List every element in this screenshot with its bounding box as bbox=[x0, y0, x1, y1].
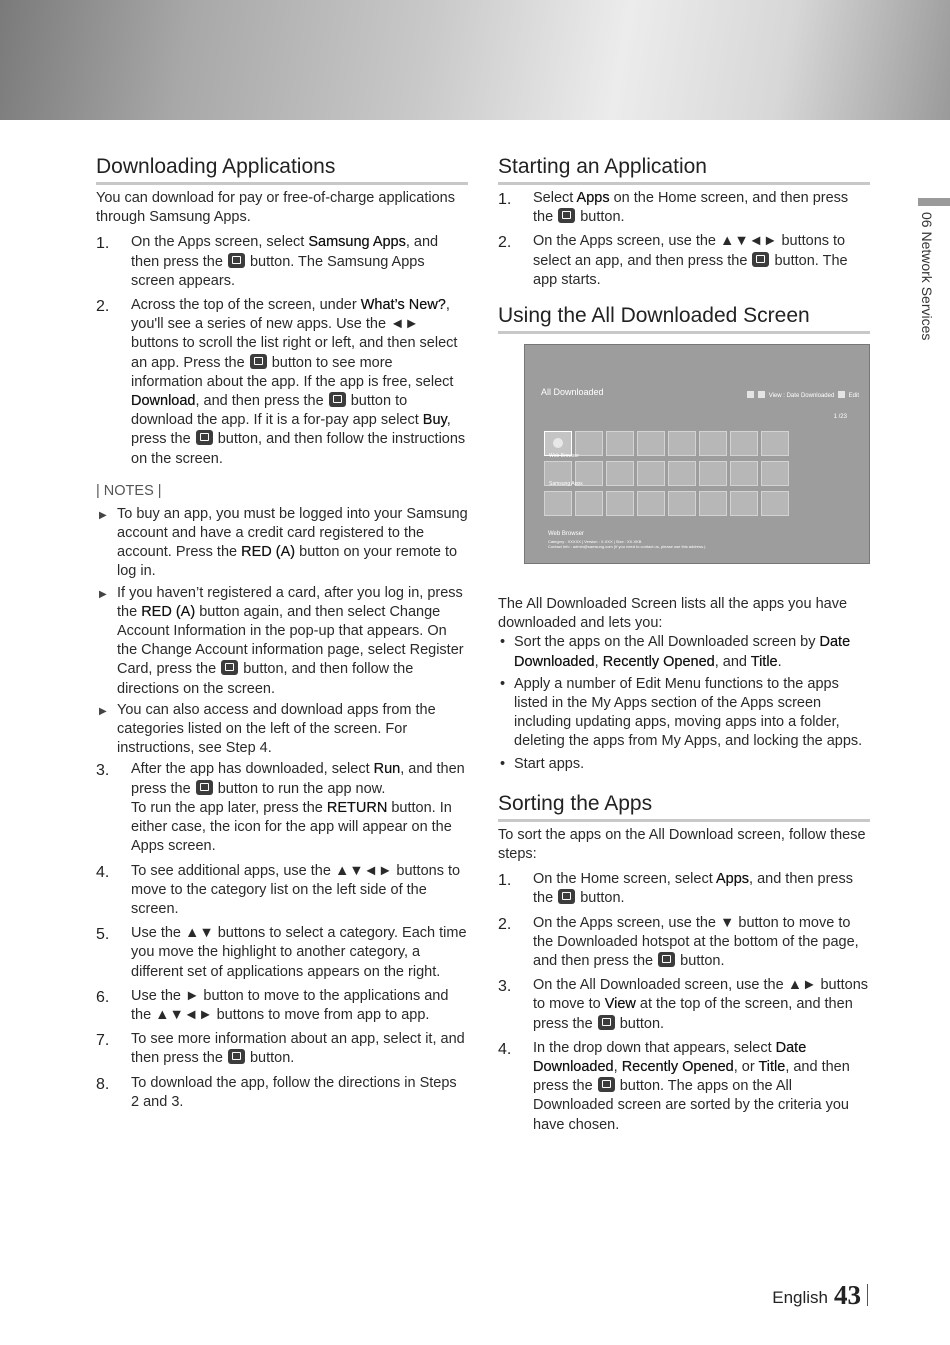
app-tile bbox=[668, 431, 696, 456]
app-tile-grid bbox=[544, 431, 792, 521]
step-item bbox=[498, 976, 870, 1034]
steps-list-start bbox=[498, 189, 870, 290]
app-tile bbox=[730, 461, 758, 486]
step-item bbox=[96, 760, 468, 856]
step-item bbox=[96, 924, 468, 982]
app-tile bbox=[761, 461, 789, 486]
app-tile bbox=[637, 461, 665, 486]
enter-button-icon bbox=[558, 889, 575, 904]
step-number: 7. bbox=[96, 1032, 110, 1050]
footer-language: English bbox=[772, 1288, 828, 1307]
item-text: On the Apps screen, use the ▲▼◄► buttons to select an app, and then press the button. The app starts. bbox=[533, 233, 848, 288]
tile-row bbox=[544, 431, 792, 456]
note-arrow-icon: ▶ bbox=[99, 509, 107, 521]
note-item bbox=[96, 505, 468, 582]
right-column bbox=[498, 155, 870, 1140]
note-arrow-icon: ▶ bbox=[99, 588, 107, 600]
step-number: 3. bbox=[498, 978, 512, 996]
bullet-item bbox=[498, 633, 870, 671]
item-text: Sort the apps on the All Downloaded screen by Date Downloaded, Recently Opened, and Title. bbox=[514, 634, 851, 670]
step-item bbox=[498, 1039, 870, 1135]
step-item bbox=[498, 189, 870, 227]
app-tile bbox=[637, 431, 665, 456]
app-tile bbox=[575, 491, 603, 516]
item-text: On the Apps screen, use the ▼ button to move to the Downloaded hotspot at the bottom of the page, and then press the button. bbox=[533, 914, 859, 970]
item-text: If you haven’t registered a card, after you log in, press the RED (A) button again, and then select Change Account Information in the pop-up that appears. On the Change Account information page, select Register Card, press the button, and then follow the directions on the screen. bbox=[117, 584, 464, 697]
edit-label: Edit bbox=[848, 393, 859, 400]
chapter-tab-label: 06 Network Services bbox=[919, 212, 935, 341]
app-tile bbox=[699, 491, 727, 516]
user-icon bbox=[747, 391, 754, 398]
step-number: 2. bbox=[498, 915, 512, 933]
bullet-dot-icon: • bbox=[500, 755, 506, 772]
all-downloaded-caption: The All Downloaded Screen lists all the apps you have downloaded and lets you: bbox=[498, 596, 848, 632]
chapter-tab-marker bbox=[918, 198, 950, 206]
app-tile bbox=[544, 491, 572, 516]
item-text: Select Apps on the Home screen, and then press the button. bbox=[533, 190, 849, 226]
enter-button-icon bbox=[658, 952, 675, 967]
enter-button-icon bbox=[221, 660, 238, 675]
step-number: 1. bbox=[498, 872, 512, 890]
tile-row bbox=[544, 491, 792, 516]
enter-button-icon bbox=[196, 430, 213, 445]
step-item bbox=[96, 233, 468, 291]
app-tile bbox=[730, 491, 758, 516]
app-tile bbox=[699, 431, 727, 456]
step-number: 3. bbox=[96, 762, 110, 780]
enter-button-icon bbox=[250, 354, 267, 369]
screenshot-view-controls bbox=[745, 391, 859, 399]
item-text: Use the ▲▼ buttons to select a category. Each time you move the highlight to another category, a different set of applications appears on the right. bbox=[131, 925, 467, 980]
step-number: 2. bbox=[498, 234, 512, 252]
step-item bbox=[96, 1030, 468, 1068]
item-text: On the Apps screen, select Samsung Apps, and then press the button. The Samsung Apps screen appears. bbox=[131, 234, 439, 289]
item-text: To see more information about an app, select it, and then press the button. bbox=[131, 1031, 465, 1067]
step-item bbox=[498, 914, 870, 972]
enter-button-icon bbox=[752, 252, 769, 267]
step-item bbox=[498, 232, 870, 290]
enter-button-icon bbox=[558, 208, 575, 223]
view-label: View : Date Downloaded bbox=[768, 393, 835, 400]
footer-divider bbox=[867, 1284, 868, 1306]
step-item bbox=[96, 1074, 468, 1112]
bullet-item bbox=[498, 755, 870, 774]
app-tile bbox=[761, 491, 789, 516]
item-text: On the All Downloaded screen, use the ▲► buttons to move to View at the top of the screen, and then press the button. bbox=[533, 977, 869, 1032]
app-tile bbox=[575, 431, 603, 456]
enter-button-icon bbox=[329, 392, 346, 407]
screenshot-info-title: Web Browser bbox=[548, 531, 584, 538]
bullet-dot-icon: • bbox=[500, 675, 506, 692]
item-text: Across the top of the screen, under What’s New?, you'll see a series of new apps. Use the ◄► buttons to scroll the list right or left, and then select an app. Press the button to see more information about the app. If the app is free, select Download, and then press the button to download the app. If it is a for-pay app select Buy, press the button, and then follow the instructions on the screen. bbox=[131, 297, 466, 467]
intro-text: You can download for pay or free-of-charge applications through Samsung Apps. bbox=[96, 190, 455, 226]
enter-button-icon bbox=[598, 1015, 615, 1030]
bullet-dot-icon: • bbox=[500, 634, 506, 651]
app-tile bbox=[699, 461, 727, 486]
step-item bbox=[96, 987, 468, 1025]
item-text: To see additional apps, use the ▲▼◄► buttons to move to the category list on the left side of the screen. bbox=[131, 862, 461, 917]
app-tile bbox=[668, 461, 696, 486]
item-text: To buy an app, you must be logged into your Samsung account and have a credit card registered to the account. Press the RED (A) button on your remote to log in. bbox=[117, 505, 468, 580]
item-text: Use the ► button to move to the applications and the ▲▼◄► buttons to move from app to app. bbox=[131, 987, 449, 1023]
step-number: 6. bbox=[96, 988, 110, 1006]
app-tile bbox=[637, 491, 665, 516]
note-item bbox=[96, 584, 468, 699]
app-tile bbox=[730, 431, 758, 456]
view-icon bbox=[758, 391, 765, 398]
app-tile bbox=[668, 491, 696, 516]
notes-list bbox=[96, 505, 468, 759]
bullet-item bbox=[498, 675, 870, 752]
steps-list-b bbox=[96, 760, 468, 1111]
step-number: 1. bbox=[96, 235, 110, 253]
edit-icon bbox=[838, 391, 845, 398]
sorting-intro: To sort the apps on the All Download screen, follow these steps: bbox=[498, 826, 866, 863]
enter-button-icon bbox=[228, 253, 245, 268]
step-number: 8. bbox=[96, 1075, 110, 1093]
page-footer bbox=[772, 1280, 868, 1311]
item-text: Start apps. bbox=[514, 755, 585, 772]
enter-button-icon bbox=[196, 780, 213, 795]
app-tile bbox=[606, 491, 634, 516]
step-number: 4. bbox=[498, 1040, 512, 1058]
feature-bullets bbox=[498, 633, 870, 773]
notes-heading: | NOTES | bbox=[96, 482, 162, 499]
tile-label-web-browser: Web Browser bbox=[549, 453, 579, 460]
app-tile bbox=[606, 431, 634, 456]
header-banner bbox=[0, 0, 950, 120]
tile-label-samsung-apps: Samsung Apps bbox=[549, 481, 583, 488]
section-title-downloading: Downloading Applications bbox=[96, 155, 468, 185]
enter-button-icon bbox=[598, 1077, 615, 1092]
step-number: 2. bbox=[96, 298, 110, 316]
screenshot-info-line1: Category : XXXXX | Version : X.XXX | Size : XX.XKB bbox=[548, 539, 642, 545]
all-downloaded-screenshot bbox=[524, 344, 870, 564]
item-text: Apply a number of Edit Menu functions to the apps listed in the My Apps section of the Apps screen including updating apps, moving apps into a folder, deleting the apps from My Apps, and locking the apps. bbox=[514, 675, 863, 750]
item-text: To download the app, follow the directions in Steps 2 and 3. bbox=[131, 1074, 457, 1110]
left-column bbox=[96, 155, 468, 1117]
section-title-sorting: Sorting the Apps bbox=[498, 792, 870, 822]
step-item bbox=[96, 296, 468, 469]
step-number: 4. bbox=[96, 863, 110, 881]
item-text: On the Home screen, select Apps, and then press the button. bbox=[533, 871, 854, 907]
app-tile bbox=[606, 461, 634, 486]
screenshot-page-indicator: 1 /23 bbox=[833, 414, 847, 421]
step-number: 5. bbox=[96, 926, 110, 944]
step-number: 1. bbox=[498, 191, 512, 208]
item-text: After the app has downloaded, select Run, and then press the button to run the app now. To run the app later, press the RETURN button. In either case, the icon for the app will appear on the Apps screen. bbox=[131, 761, 465, 855]
note-arrow-icon: ▶ bbox=[99, 705, 107, 717]
screenshot-header: All Downloaded bbox=[541, 387, 604, 398]
step-item bbox=[498, 870, 870, 908]
enter-button-icon bbox=[228, 1049, 245, 1064]
note-item bbox=[96, 701, 468, 759]
section-title-starting: Starting an Application bbox=[498, 155, 870, 185]
section-title-all-downloaded: Using the All Downloaded Screen bbox=[498, 304, 870, 334]
screenshot-info-line2: Contact Info : admin@samsung.com (If you need to contact us, please use this address.) bbox=[548, 544, 706, 550]
item-text: You can also access and download apps from the categories listed on the left of the screen. For instructions, see Step 4. bbox=[117, 701, 436, 757]
step-item bbox=[96, 862, 468, 920]
steps-list-sort bbox=[498, 870, 870, 1135]
app-tile bbox=[761, 431, 789, 456]
page-number: 43 bbox=[834, 1280, 861, 1310]
steps-list-a bbox=[96, 233, 468, 468]
item-text: In the drop down that appears, select Date Downloaded, Recently Opened, or Title, and then press the button. The apps on the All Downloaded screen are sorted by the criteria you have chosen. bbox=[533, 1039, 850, 1133]
